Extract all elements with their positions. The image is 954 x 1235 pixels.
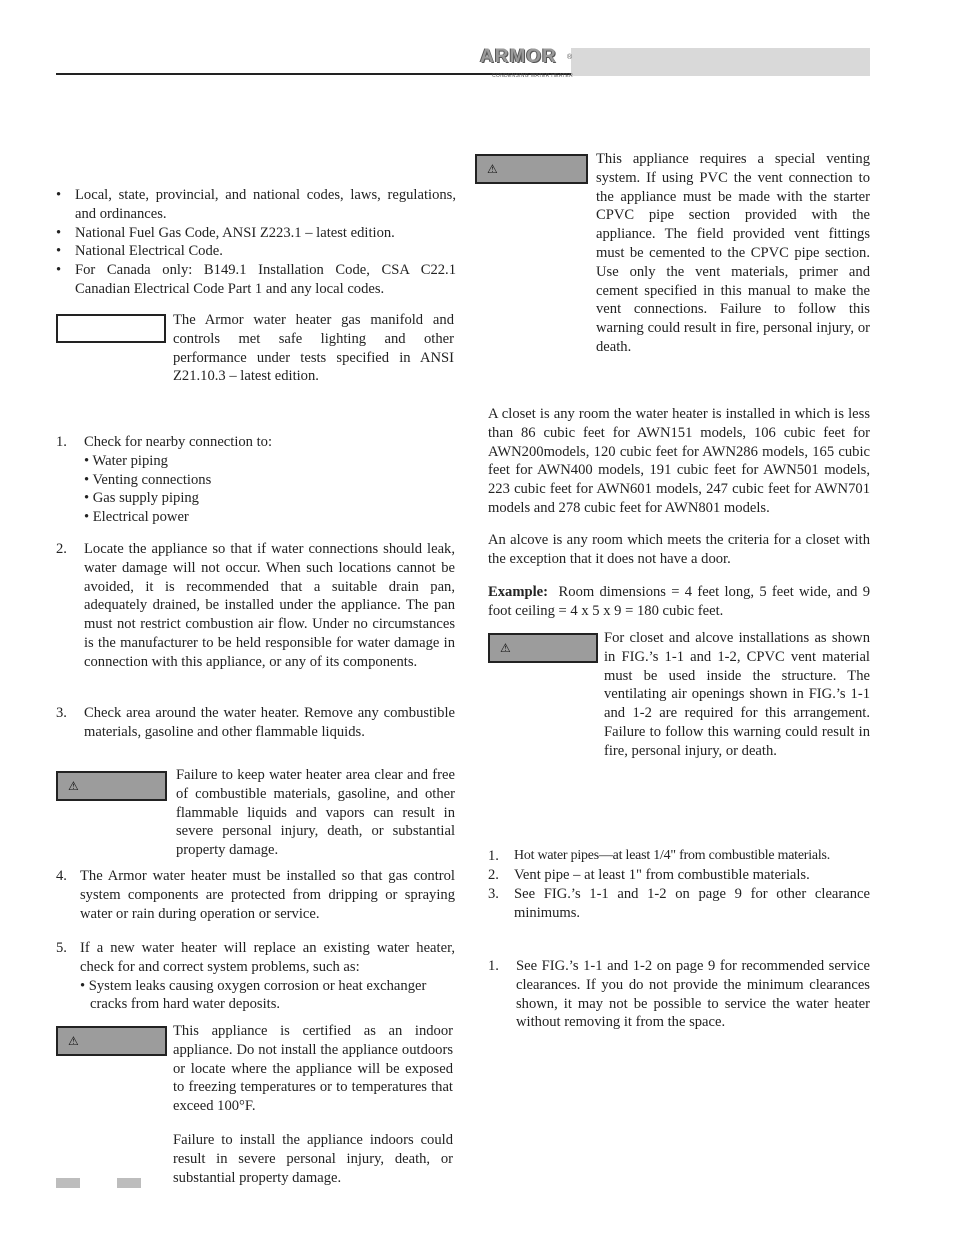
step-4: 4. The Armor water heater must be installed so that gas control system components are protected from dripping or spraying water or rain during operation or service. xyxy=(56,868,455,922)
vent-warning-text: This appliance requires a special venting system. If using PVC the vent connection to the appliance must be made with the starter CPVC pipe section provided with the appliance. The field provided vent fittings must be cemented to the CPVC pipe section. Use only the vent materials, primer and cement specified in this manual to make the vent connections. Failure to follow this warning could result in fire, personal injury, or death. xyxy=(596,151,870,355)
codes-list xyxy=(56,186,456,299)
list-item: • Electrical power xyxy=(84,509,189,526)
logo-tagline: CONDENSING WATER HEATER xyxy=(492,73,573,79)
list-item: • For Canada only: B149.1 Installation Code, CSA C22.1 Canadian Electrical Code Part 1 and any local codes. xyxy=(56,262,456,297)
notice-text: The Armor water heater gas manifold and controls met safe lighting and other performance under tests specified in ANSI Z21.10.3 – latest edition. xyxy=(173,312,454,385)
warning-text: This appliance is certified as an indoor appliance. Do not install the appliance outdoors or locate where the appliance will be exposed to freezing temperatures or to temperatures that exceed 100°F. xyxy=(173,1023,453,1115)
logo-registered-mark: ® xyxy=(567,54,573,61)
warning-label-box xyxy=(56,1026,167,1056)
warning-label-box xyxy=(475,154,588,184)
header-band xyxy=(571,48,870,76)
warning-icon: ⚠ xyxy=(68,1034,79,1048)
warning-text: Failure to install the appliance indoors could result in severe personal injury, death, or substantial property damage. xyxy=(173,1132,453,1186)
logo-wordmark: ARMOR xyxy=(480,46,557,67)
step-5: 5. If a new water heater will replace an existing water heater, check for and correct system problems, such as: • System leaks causing oxygen corrosion or heat exchanger cracks from hard water deposits. xyxy=(56,940,455,1013)
example-label: Example: xyxy=(488,584,548,600)
page-number-block xyxy=(117,1178,141,1188)
list-item: • Venting connections xyxy=(84,471,212,488)
clearance-item-2: 2. Vent pipe – at least 1" from combustible materials. xyxy=(488,867,810,883)
step-1: 1. Check for nearby connection to: • Water piping • Venting connections • Gas supply piping • Electrical power xyxy=(56,433,456,527)
list-item: • National Fuel Gas Code, ANSI Z223.1 – latest edition. xyxy=(56,224,395,241)
list-item: • System leaks causing oxygen corrosion or heat exchanger cracks from hard water deposits. xyxy=(80,977,427,1013)
warning-label-box xyxy=(56,771,167,801)
warning-icon: ⚠ xyxy=(500,641,511,655)
step-3: 3. Check area around the water heater. Remove any combustible materials, gasoline and other flammable liquids. xyxy=(56,705,455,740)
closet-warning-text: For closet and alcove installations as shown in FIG.’s 1-1 and 1-2, CPVC vent material must be used inside the structure. The ventilating air openings shown in FIG.’s 1-1 and 1-2 are required for this arrangement. Failure to follow this warning could result in fire, personal injury, or death. xyxy=(604,630,870,759)
example-paragraph: Example: Room dimensions = 4 feet long, 5 feet wide, and 9 foot ceiling = 4 x 5 x 9 = 180 cubic feet. xyxy=(488,584,870,619)
alcove-definition: An alcove is any room which meets the criteria for a closet with the exception that it does not have a door. xyxy=(488,532,870,567)
clearance-item-3: 3. See FIG.’s 1-1 and 1-2 on page 9 for other clearance minimums. xyxy=(488,886,870,921)
warning-text: Failure to keep water heater area clear and free of combustible materials, gasoline, and other flammable liquids and vapors can result in severe personal injury, death, or substantial property damage. xyxy=(176,767,455,859)
list-item: • National Electrical Code. xyxy=(56,243,223,260)
closet-definition: A closet is any room the water heater is installed in which is less than 86 cubic feet for AWN151 models, 106 cubic feet for AWN200models, 120 cubic feet for AWN286 models, 165 cubic feet for AWN400 models, 191 cubic feet for AWN501 models, 223 cubic feet for AWN601 models, 247 cubic feet for AWN701 models and 278 cubic feet for AWN801 models. xyxy=(488,406,870,516)
clearance-item-1: 1. Hot water pipes—at least 1/4" from combustible materials. xyxy=(488,848,830,864)
warning-label-box xyxy=(488,633,598,663)
armor-logo xyxy=(474,46,574,79)
warning-icon: ⚠ xyxy=(68,779,79,793)
step-2: 2. Locate the appliance so that if water connections should leak, water damage will not occur. When such locations cannot be avoided, it is recommended that a suitable drain pan, adequately drained, be installed under the appliance. The pan must not restrict combustion air flow. Under no circumstances is the manufacturer to be held responsible for water damage in connection with this appliance, or any of its components. xyxy=(56,541,455,670)
service-item-1: 1. See FIG.’s 1-1 and 1-2 on page 9 for recommended service clearances. If you do not provide the minimum clearances shown, it may not be possible to service the water heater without removing it from the space. xyxy=(488,958,870,1031)
notice-label-box xyxy=(56,314,166,343)
warning-icon: ⚠ xyxy=(487,162,498,176)
list-item: • Local, state, provincial, and national codes, laws, regulations, and ordinances. xyxy=(56,187,456,222)
list-item: • Gas supply piping xyxy=(84,490,199,507)
page-number-block xyxy=(56,1178,80,1188)
list-item: • Water piping xyxy=(84,452,168,469)
